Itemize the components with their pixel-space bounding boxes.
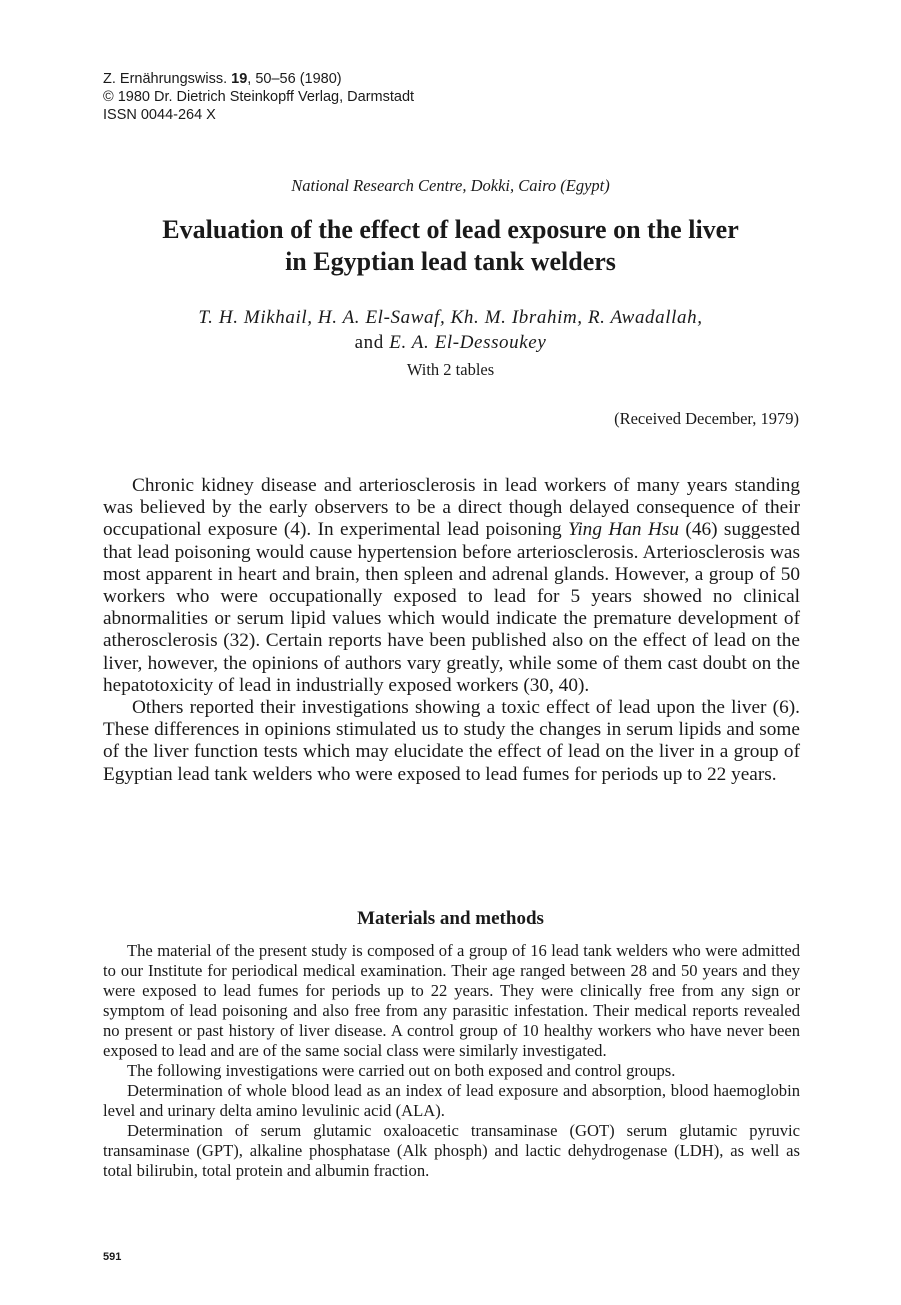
intro-paragraph-2: Others reported their investigations showing a toxic effect of lead upon the liver (6). These differences in opinions stimulated us to study the changes in serum lipids and some of the liver function tests which may elucidate the effect of lead on the liver in a group of Egyptian lead tank welders who were exposed to lead fumes for periods up to 22 years. (103, 697, 800, 785)
authors-line-1: T. H. Mikhail, H. A. El-Sawaf, Kh. M. Ibrahim, R. Awadallah, (198, 307, 703, 328)
authors-line-2 (0, 330, 901, 355)
intro-p1-text-b: (46) suggested that lead poisoning would cause hypertension before arteriosclerosis. Arteriosclerosis was most apparent in heart and brain, then spleen and adrenal glands. However, a group of 50 workers who were occupationally exposed to lead for 5 years showed no clinical abnormalities or serum lipid values which would indicate the premature development of atherosclerosis (32). Certain reports have been published also on the effect of lead on the liver, however, the opinions of authors vary greatly, while some of them cast doubt on the hepatotoxicity of lead in industrially exposed workers (30, 40). (103, 519, 800, 696)
methods-paragraph-4: Determination of serum glutamic oxaloacetic transaminase (GOT) serum glutamic pyruvic transaminase (GPT), alkaline phosphatase (Alk phosph) and lactic dehydrogenase (LDH), as well as total bilirubin, total protein and albumin fraction. (103, 1121, 800, 1180)
page-number: 591 (103, 1251, 122, 1263)
methods-paragraph-2: The following investigations were carried out on both exposed and control groups. (127, 1061, 676, 1080)
journal-volume: 19 (231, 71, 248, 87)
intro-p1-text-a: Chronic kidney disease and arteriosclerosis in lead workers of many years standing was believed by the early observers to be a direct though delayed consequence of their occupational exposure (4). In experimental lead poisoning (103, 475, 800, 541)
title-line-2: in Egyptian lead tank welders (285, 247, 616, 276)
intro-paragraph-1 (103, 475, 800, 697)
methods-paragraph-3: Determination of whole blood lead as an index of lead exposure and absorption, blood haemoglobin level and urinary delta amino levulinic acid (ALA). (103, 1081, 800, 1120)
with-tables-note: With 2 tables (406, 360, 495, 379)
copyright-line: © 1980 Dr. Dietrich Steinkopff Verlag, Darmstadt (103, 89, 415, 105)
journal-pages: , 50–56 (1980) (247, 71, 342, 87)
author-list (0, 305, 901, 355)
received-date: (Received December, 1979) (614, 409, 799, 428)
journal-header (103, 70, 414, 124)
journal-name: Z. Ernährungswiss. (103, 71, 228, 87)
authors-conjunction: and (354, 332, 390, 353)
methods-paragraph-1: The material of the present study is composed of a group of 16 lead tank welders who were admitted to our Institute for periodical medical examination. Their age ranged between 28 and 50 years and they were exposed to lead fumes for periods up to 22 years. They were clinically free from any sign or symptom of lead poisoning and also free from any parasitic infestation. Their medical reports revealed no present or past history of liver disease. A control group of 10 healthy workers who have never been exposed to lead and are of the same social class were similarly investigated. (103, 941, 800, 1060)
citation-line (103, 70, 414, 88)
title-line-1: Evaluation of the effect of lead exposure on the liver (162, 215, 739, 244)
cited-author: Ying Han Hsu (568, 519, 680, 541)
section-heading-methods: Materials and methods (357, 908, 544, 929)
introduction (103, 475, 800, 786)
author-last: E. A. El-Dessoukey (389, 332, 547, 353)
issn-line: ISSN 0044-264 X (103, 107, 216, 123)
methods-section (103, 941, 800, 1181)
affiliation: National Research Centre, Dokki, Cairo (Egypt) (291, 176, 610, 195)
paper-title (0, 214, 901, 278)
